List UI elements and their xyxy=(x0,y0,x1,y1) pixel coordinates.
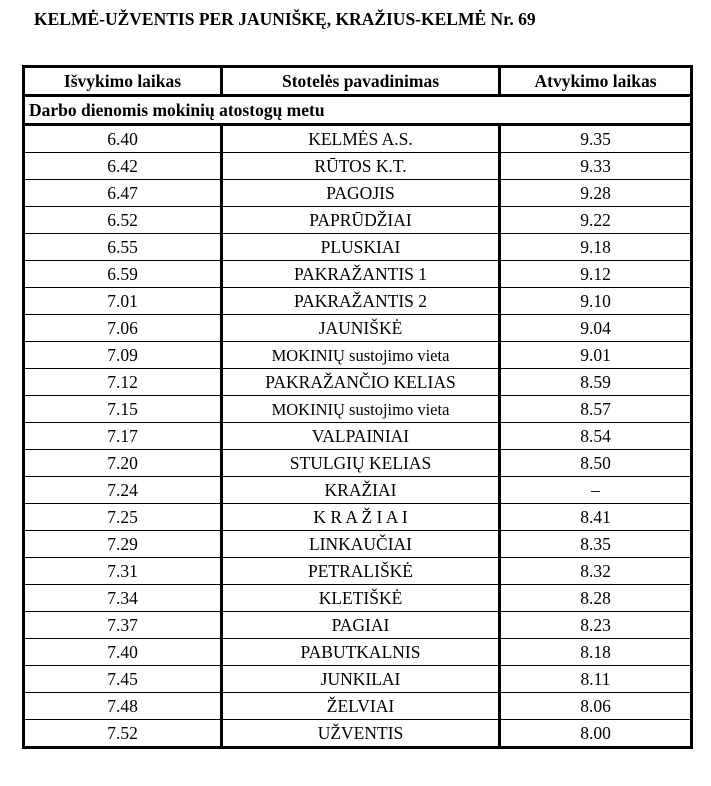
departure-time: 7.52 xyxy=(24,720,222,748)
table-row xyxy=(24,639,692,666)
table-row xyxy=(24,477,692,504)
arrival-time: – xyxy=(500,477,692,504)
departure-time: 7.24 xyxy=(24,477,222,504)
table-row xyxy=(24,612,692,639)
arrival-time: 9.22 xyxy=(500,207,692,234)
departure-time: 7.31 xyxy=(24,558,222,585)
table-row xyxy=(24,261,692,288)
arrival-time: 8.11 xyxy=(500,666,692,693)
table-row xyxy=(24,288,692,315)
arrival-time: 9.12 xyxy=(500,261,692,288)
stop-name: JAUNIŠKĖ xyxy=(222,315,500,342)
departure-time: 6.47 xyxy=(24,180,222,207)
departure-time: 7.25 xyxy=(24,504,222,531)
arrival-time: 8.50 xyxy=(500,450,692,477)
stop-name: KLETIŠKĖ xyxy=(222,585,500,612)
table-row xyxy=(24,342,692,369)
arrival-time: 8.18 xyxy=(500,639,692,666)
departure-time: 7.12 xyxy=(24,369,222,396)
departure-time: 7.48 xyxy=(24,693,222,720)
stop-name: STULGIŲ KELIAS xyxy=(222,450,500,477)
stop-name: PAKRAŽANČIO KELIAS xyxy=(222,369,500,396)
arrival-time: 9.33 xyxy=(500,153,692,180)
departure-time: 7.15 xyxy=(24,396,222,423)
departure-time: 7.09 xyxy=(24,342,222,369)
arrival-time: 8.28 xyxy=(500,585,692,612)
departure-time: 7.29 xyxy=(24,531,222,558)
arrival-time: 8.41 xyxy=(500,504,692,531)
table-row xyxy=(24,585,692,612)
departure-time: 6.40 xyxy=(24,125,222,153)
header-stop: Stotelės pavadinimas xyxy=(222,67,500,96)
stop-name: PAGOJIS xyxy=(222,180,500,207)
table-row xyxy=(24,531,692,558)
header-departure: Išvykimo laikas xyxy=(24,67,222,96)
departure-time: 6.55 xyxy=(24,234,222,261)
stop-name: KELMĖS A.S. xyxy=(222,125,500,153)
stop-name: UŽVENTIS xyxy=(222,720,500,748)
table-row xyxy=(24,153,692,180)
table-row xyxy=(24,125,692,153)
table-row xyxy=(24,315,692,342)
stop-name: PABUTKALNIS xyxy=(222,639,500,666)
table-row xyxy=(24,450,692,477)
arrival-time: 8.57 xyxy=(500,396,692,423)
stop-name: PAPRŪDŽIAI xyxy=(222,207,500,234)
table-row xyxy=(24,207,692,234)
arrival-time: 9.01 xyxy=(500,342,692,369)
table-row xyxy=(24,693,692,720)
table-row xyxy=(24,234,692,261)
departure-time: 7.06 xyxy=(24,315,222,342)
arrival-time: 9.28 xyxy=(500,180,692,207)
stop-name: VALPAINIAI xyxy=(222,423,500,450)
stop-name: KRAŽIAI xyxy=(222,477,500,504)
arrival-time: 8.06 xyxy=(500,693,692,720)
table-row xyxy=(24,504,692,531)
departure-time: 7.37 xyxy=(24,612,222,639)
arrival-time: 9.18 xyxy=(500,234,692,261)
stop-name: JUNKILAI xyxy=(222,666,500,693)
departure-time: 7.20 xyxy=(24,450,222,477)
arrival-time: 9.04 xyxy=(500,315,692,342)
stop-name: K R A Ž I A I xyxy=(222,504,500,531)
header-row xyxy=(24,67,692,96)
table-row xyxy=(24,423,692,450)
arrival-time: 9.10 xyxy=(500,288,692,315)
table-row xyxy=(24,666,692,693)
table-row xyxy=(24,396,692,423)
stop-name: PAKRAŽANTIS 1 xyxy=(222,261,500,288)
stop-name: MOKINIŲ sustojimo vieta xyxy=(222,396,500,423)
stop-name: ŽELVIAI xyxy=(222,693,500,720)
arrival-time: 8.59 xyxy=(500,369,692,396)
arrival-time: 8.32 xyxy=(500,558,692,585)
departure-time: 7.17 xyxy=(24,423,222,450)
arrival-time: 8.54 xyxy=(500,423,692,450)
header-arrival: Atvykimo laikas xyxy=(500,67,692,96)
table-row xyxy=(24,558,692,585)
table-row xyxy=(24,180,692,207)
stop-name: PLUSKIAI xyxy=(222,234,500,261)
arrival-time: 8.35 xyxy=(500,531,692,558)
timetable xyxy=(22,65,693,749)
departure-time: 7.34 xyxy=(24,585,222,612)
stop-name: PAGIAI xyxy=(222,612,500,639)
arrival-time: 9.35 xyxy=(500,125,692,153)
departure-time: 6.59 xyxy=(24,261,222,288)
section-row xyxy=(24,96,692,125)
page-title: KELMĖ-UŽVENTIS PER JAUNIŠKĘ, KRAŽIUS-KELMĖ Nr. 69 xyxy=(34,9,536,29)
section-label: Darbo dienomis mokinių atostogų metu xyxy=(24,96,692,125)
departure-time: 7.01 xyxy=(24,288,222,315)
arrival-time: 8.23 xyxy=(500,612,692,639)
departure-time: 6.42 xyxy=(24,153,222,180)
stop-name: MOKINIŲ sustojimo vieta xyxy=(222,342,500,369)
table-row xyxy=(24,720,692,748)
departure-time: 7.45 xyxy=(24,666,222,693)
stop-name: PAKRAŽANTIS 2 xyxy=(222,288,500,315)
arrival-time: 8.00 xyxy=(500,720,692,748)
stop-name: LINKAUČIAI xyxy=(222,531,500,558)
departure-time: 7.40 xyxy=(24,639,222,666)
stop-name: RŪTOS K.T. xyxy=(222,153,500,180)
stop-name: PETRALIŠKĖ xyxy=(222,558,500,585)
departure-time: 6.52 xyxy=(24,207,222,234)
table-row xyxy=(24,369,692,396)
